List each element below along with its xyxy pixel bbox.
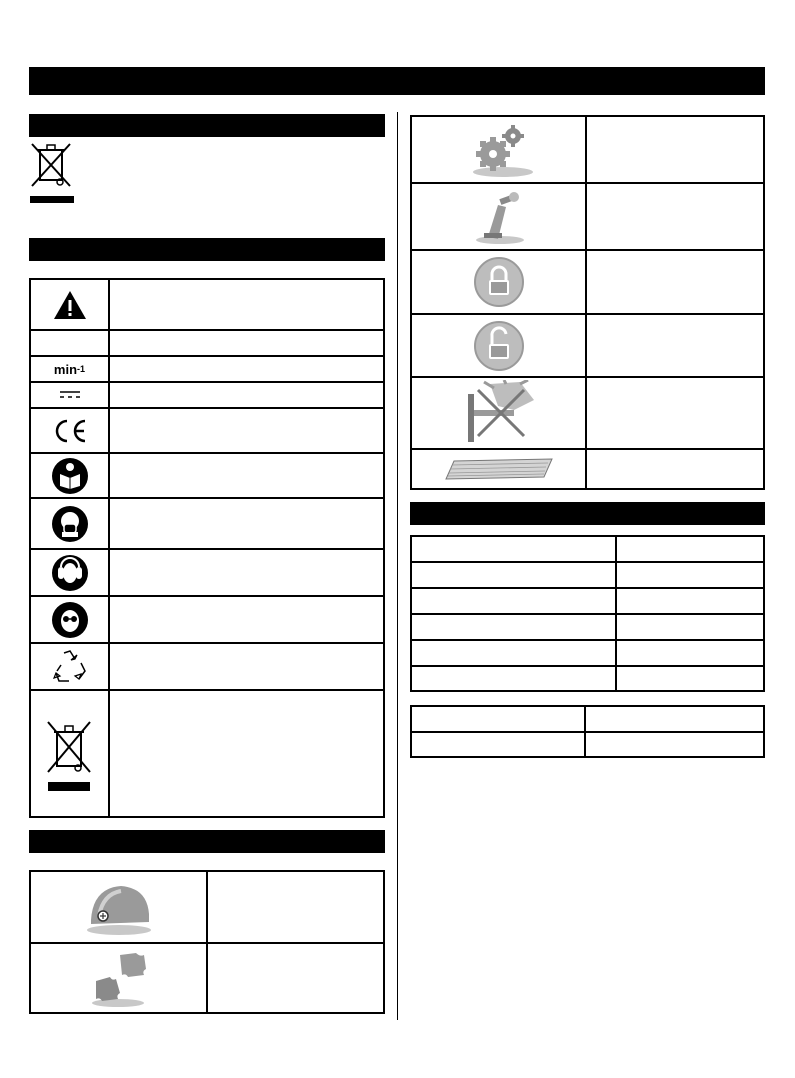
safety-helmet-icon [31,872,206,942]
eye-protection-icon [31,597,108,642]
rpm-unit-icon [31,357,108,381]
symbols-row-sep [29,329,385,331]
lever-tool-icon [412,184,585,249]
right-picture-table-divider [585,115,587,490]
crossed-bin-icon [28,140,76,206]
technical-data-row-sep [410,665,765,667]
wood-plank-icon [412,450,585,488]
noise-data-row-sep [410,731,765,733]
dust-mask-icon [31,499,108,548]
technical-data-row-sep [410,639,765,641]
technical-data-row-sep [410,587,765,589]
crossed-bin-icon [31,691,108,816]
technical-data-row-sep [410,561,765,563]
ce-mark-icon [31,409,108,452]
section-bar-disposal [29,114,385,137]
section-bar-technical-data [410,502,765,525]
column-divider [397,112,398,1020]
puzzle-pieces-icon [31,944,206,1012]
read-manual-icon [31,454,108,497]
warning-triangle-icon [31,280,108,329]
direct-current-icon [31,383,108,407]
section-bar-accessories [29,830,385,853]
rpm-unit-label: min [53,361,78,377]
page-header-bar [29,67,765,95]
lock-icon [412,251,585,313]
unlock-icon [412,315,585,376]
ear-protection-icon [31,550,108,595]
gears-icon [412,117,585,182]
section-bar-symbols [29,238,385,261]
no-hand-touch-icon [412,378,585,448]
recycling-icon [31,644,108,689]
technical-data-row-sep [410,613,765,615]
rpm-unit-exponent: -1 [77,364,86,374]
